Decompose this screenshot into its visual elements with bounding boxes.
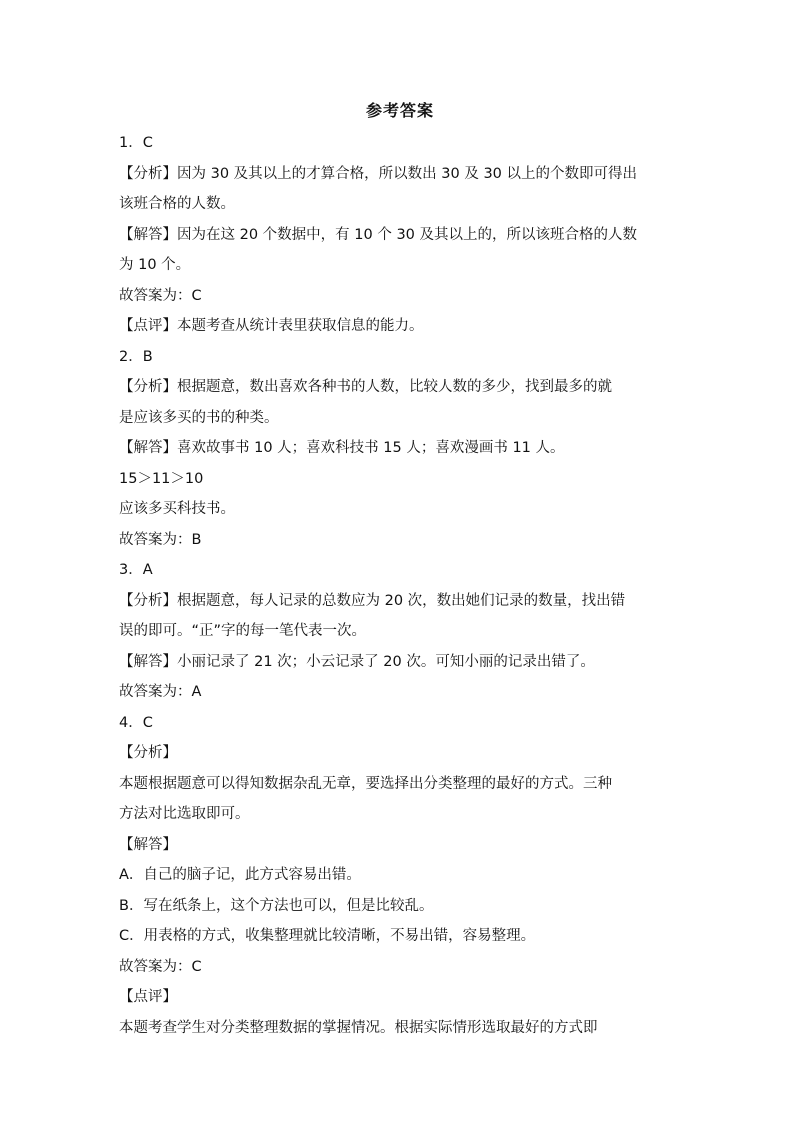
text-line: 本题根据题意可以得知数据杂乱无章，要选择出分类整理的最好的方式。三种 — [119, 775, 612, 792]
text-line: 1．C — [119, 135, 153, 151]
text-line: 【分析】根据题意，每人记录的总数应为 20 次，数出她们记录的数量，找出错 — [119, 592, 626, 609]
answer-body — [119, 128, 685, 1043]
text-line: 故答案为：C — [119, 287, 202, 304]
text-line: 【分析】因为 30 及其以上的才算合格，所以数出 30 及 30 以上的个数即可得出 — [119, 165, 638, 182]
text-line: 故答案为：C — [119, 958, 202, 975]
text-line: 【解答】喜欢故事书 10 人；喜欢科技书 15 人；喜欢漫画书 11 人。 — [119, 440, 565, 456]
text-line: 为 10 个。 — [119, 257, 191, 273]
text-line: 3．A — [119, 562, 153, 578]
text-line: 【解答】小丽记录了 21 次；小云记录了 20 次。可知小丽的记录出错了。 — [119, 653, 595, 670]
text-line: 【解答】因为在这 20 个数据中，有 10 个 30 及其以上的，所以该班合格的人数 — [119, 226, 638, 243]
page-title: 参考答案 — [365, 101, 434, 120]
text-line: 误的即可。“正”字的每一笔代表一次。 — [119, 623, 367, 639]
text-line: 4．C — [119, 714, 153, 731]
text-line: 【解答】 — [119, 836, 177, 853]
text-line: 是应该多买的书的种类。 — [119, 409, 279, 426]
text-line: B．写在纸条上，这个方法也可以，但是比较乱。 — [119, 897, 434, 914]
text-line: 故答案为：A — [119, 684, 202, 700]
text-line: 【分析】 — [119, 745, 177, 761]
text-line: 【点评】本题考查从统计表里获取信息的能力。 — [119, 318, 424, 334]
text-line: A．自己的脑子记，此方式容易出错。 — [119, 867, 361, 883]
text-line: 故答案为：B — [119, 531, 202, 548]
text-line: 方法对比选取即可。 — [119, 806, 250, 822]
text-line: 该班合格的人数。 — [119, 196, 235, 212]
text-line: C．用表格的方式，收集整理就比较清晰，不易出错，容易整理。 — [119, 928, 536, 944]
text-line: 15＞11＞10 — [119, 470, 204, 487]
text-line: 本题考查学生对分类整理数据的掌握情况。根据实际情形选取最好的方式即 — [119, 1019, 598, 1036]
text-line: 应该多买科技书。 — [119, 501, 235, 517]
text-line: 2．B — [119, 348, 153, 365]
text-line: 【点评】 — [119, 989, 177, 1005]
text-line: 【分析】根据题意，数出喜欢各种书的人数，比较人数的多少，找到最多的就 — [119, 379, 612, 395]
